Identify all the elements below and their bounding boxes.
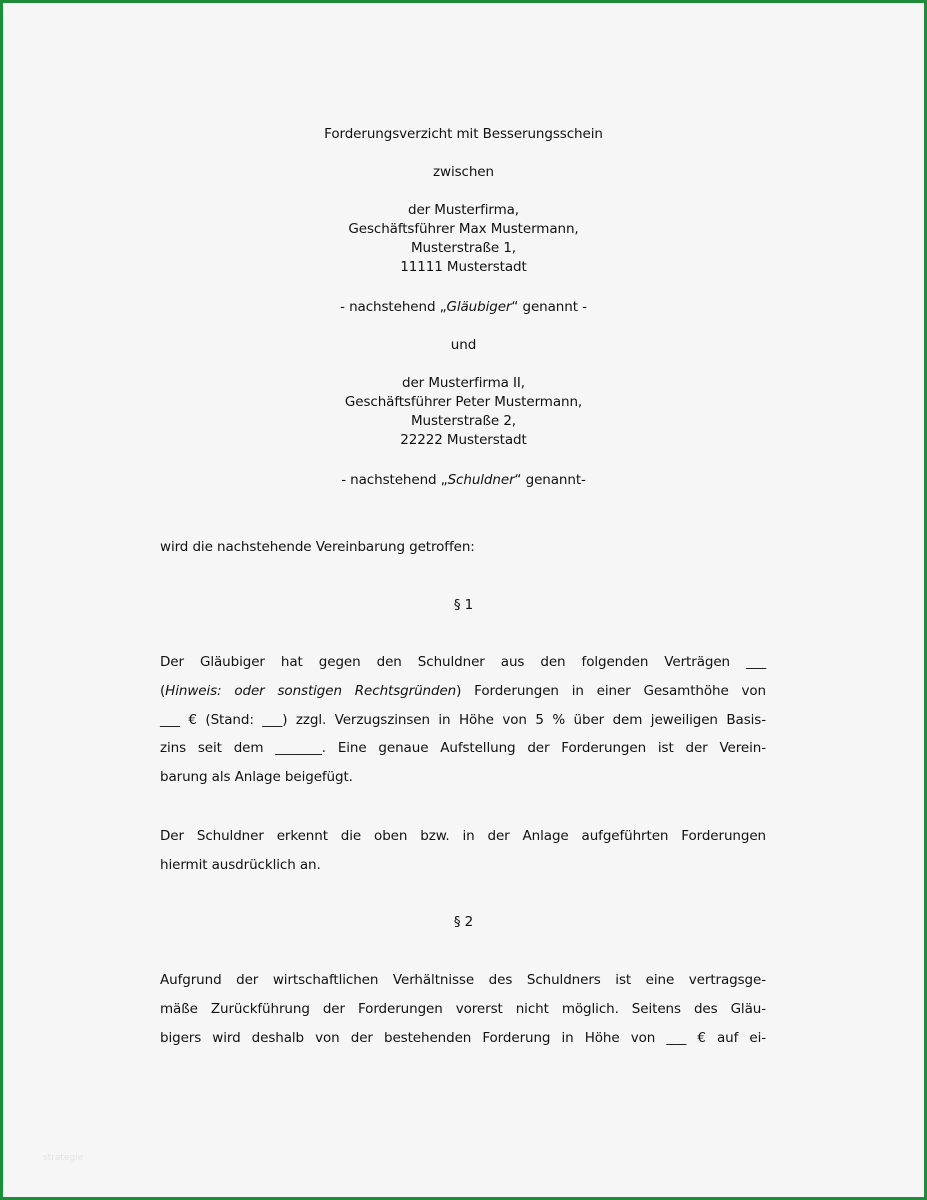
creditor-manager: Geschäftsführer Max Mustermann,	[348, 221, 579, 237]
debtor-designation-line	[3, 471, 924, 490]
and-label	[3, 336, 924, 355]
paragraph-line: Der Gläubiger hat gegen den Schuldner aus den folgenden Verträgen ___	[160, 654, 766, 670]
intro-text: wird die nachstehende Vereinbarung getroffen:	[160, 539, 475, 555]
paragraph-line: hiermit ausdrücklich an.	[160, 856, 321, 873]
creditor-city: 11111 Musterstadt	[400, 259, 527, 275]
paragraph-line: mäße Zurückführung der Forderungen vorerst nicht möglich. Seitens des Gläu-	[160, 1000, 766, 1017]
creditor-designation-suffix: “ genannt -	[511, 299, 587, 315]
section-2-heading	[3, 913, 924, 932]
hint-text: Hinweis: oder sonstigen Rechtsgründen	[165, 682, 457, 699]
creditor-name: der Musterfirma,	[407, 202, 520, 218]
section-1-heading-text: § 1	[453, 597, 474, 613]
paragraph-line: ___ € (Stand: ___) zzgl. Verzugszinsen in Höhe von 5 % über dem jeweiligen Basis-	[160, 711, 766, 728]
document-page	[3, 3, 924, 1197]
section-2-heading-text: § 2	[453, 914, 474, 930]
creditor-designation-line	[3, 298, 924, 317]
section-1-paragraph-2	[160, 822, 766, 880]
section-2-paragraph-1	[160, 966, 766, 1052]
creditor-term: Gläubiger	[446, 299, 512, 315]
between-label	[3, 163, 924, 182]
between-text: zwischen	[433, 164, 494, 180]
paragraph-line: Der Schuldner erkennt die oben bzw. in der Anlage aufgeführten Forderungen	[160, 828, 766, 844]
intro-paragraph	[160, 533, 766, 562]
watermark-text: strategie	[43, 1153, 84, 1163]
paragraph-line: zins seit dem _______. Eine genaue Aufstellung der Forderungen ist der Verein-	[160, 740, 766, 757]
document-title	[3, 125, 924, 144]
paragraph-line: bigers wird deshalb von der bestehenden Forderung in Höhe von ___ € auf ei-	[160, 1029, 766, 1046]
debtor-address	[3, 374, 924, 450]
debtor-manager: Geschäftsführer Peter Mustermann,	[344, 394, 583, 410]
debtor-city: 22222 Musterstadt	[400, 432, 527, 448]
creditor-designation-prefix: - nachstehend „	[340, 299, 447, 315]
debtor-designation-suffix: “ genannt-	[514, 472, 586, 488]
section-1-paragraph-1	[160, 648, 766, 792]
title-text: Forderungsverzicht mit Besserungsschein	[324, 126, 603, 142]
creditor-address	[3, 201, 924, 277]
paragraph-line: barung als Anlage beigefügt.	[160, 769, 353, 786]
paragraph-line	[160, 677, 766, 706]
debtor-term: Schuldner	[447, 472, 515, 488]
debtor-street: Musterstraße 2,	[410, 413, 517, 429]
debtor-name: der Musterfirma II,	[402, 375, 525, 391]
paragraph-line: Aufgrund der wirtschaftlichen Verhältnisse des Schuldners ist eine vertragsge-	[160, 972, 766, 988]
debtor-designation-prefix: - nachstehend „	[341, 472, 448, 488]
paren-open: (	[160, 682, 166, 699]
and-text: und	[450, 337, 477, 353]
section-1-heading	[3, 596, 924, 615]
debtor-designation	[3, 471, 924, 490]
creditor-designation	[3, 298, 924, 317]
creditor-street: Musterstraße 1,	[410, 240, 517, 256]
paragraph-line-rest: ) Forderungen in einer Gesamthöhe von	[456, 682, 767, 699]
